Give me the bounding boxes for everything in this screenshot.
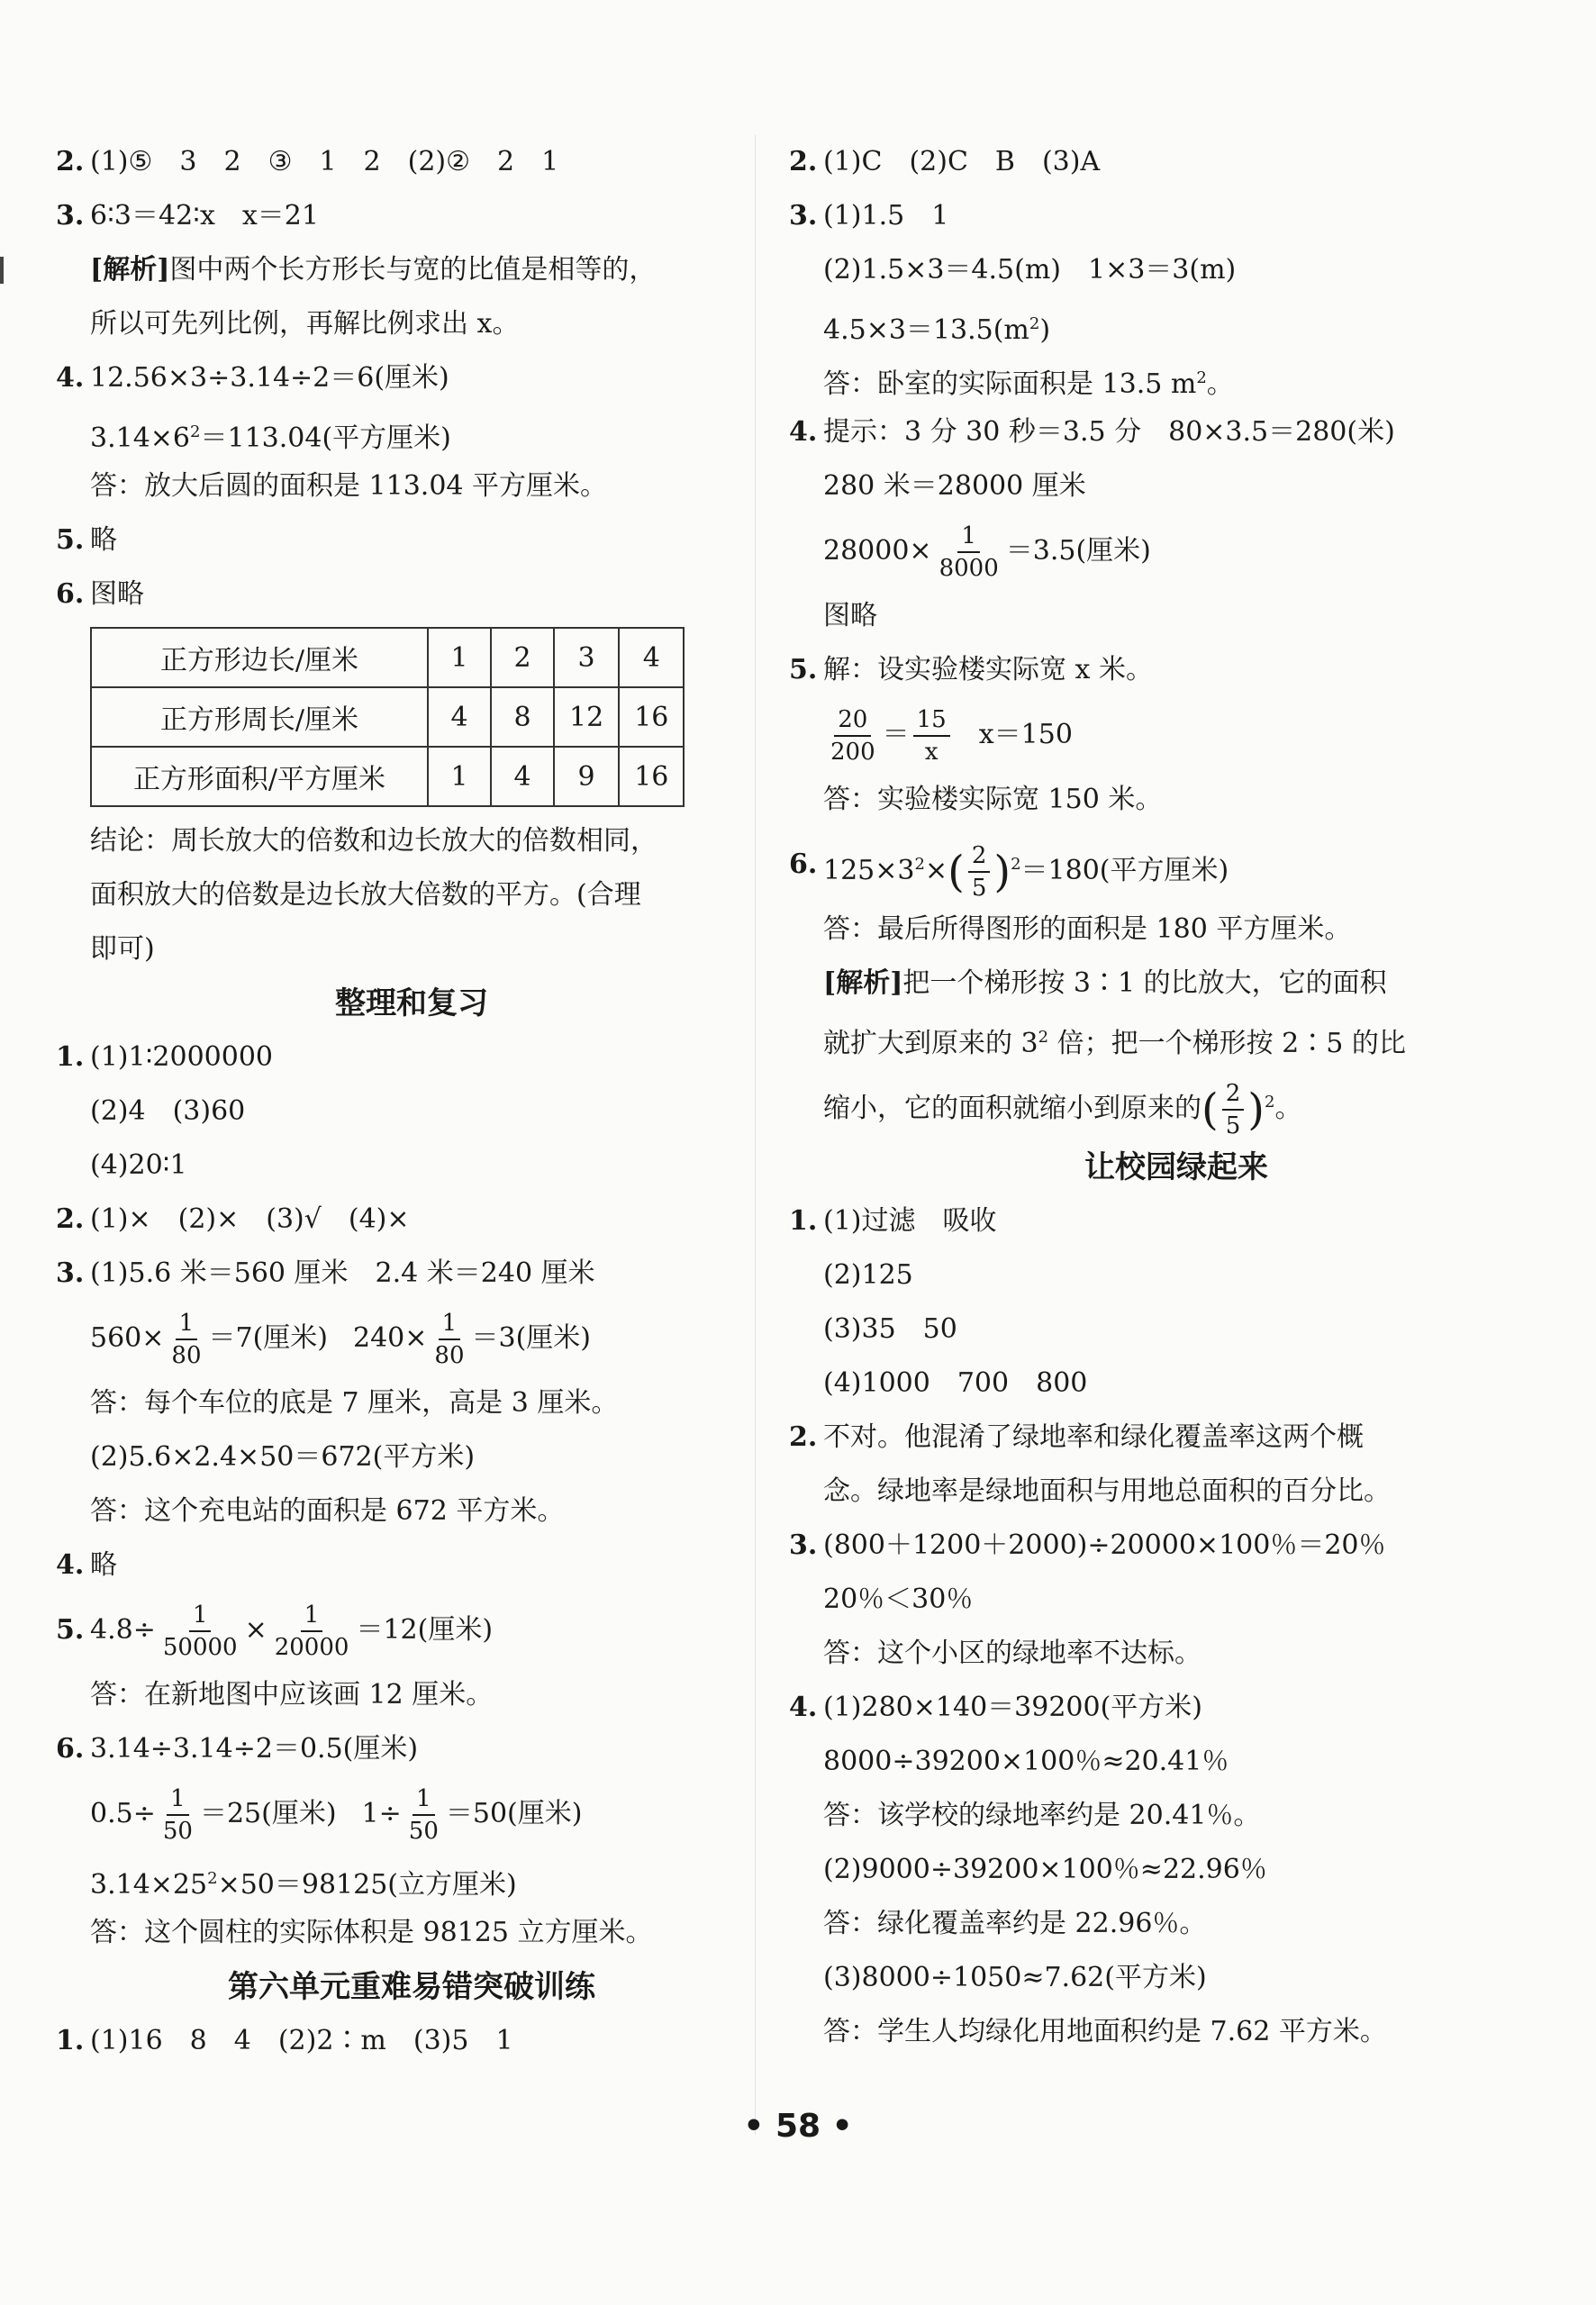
green-3: 3. (800＋1200＋2000)÷20000×100％＝20％ [789, 1529, 1386, 1561]
section-title-green-campus: 让校园绿起来 [1084, 1149, 1268, 1185]
conclusion: 结论：周长放大的倍数和边长放大的倍数相同， [90, 825, 657, 857]
proportion-line: $\frac{20}{200}$ ＝ $\frac{15}{x}$ x＝150 [789, 697, 1564, 773]
answer-5: 5. 解：设实验楼实际宽 x 米。 [789, 654, 1153, 685]
margin-mark [0, 257, 4, 284]
fraction: $\frac{1}{20000}$ [274, 1602, 349, 1661]
fraction: $\frac{1}{50}$ [162, 1785, 193, 1845]
answer-4: 4. 提示：3 分 30 秒＝3.5 分 80×3.5＝280(米) [789, 416, 1395, 448]
answer-3: 3. 6∶3＝42∶x x＝21 [56, 200, 319, 231]
table-row: 正方形周长/厘米 4 8 12 16 [91, 687, 684, 747]
review-6: 6. 3.14÷3.14÷2＝0.5(厘米) [56, 1733, 419, 1765]
left-column: 2. (1)⑤ 3 2 ③ 1 2 (2)② 2 1 3. 6∶3＝42∶x x＝21 [解析]图中两个长方形长与宽的比值是相等的， 所以可先列比例，再解比例求出 x。 4. 12.56×3÷3.14÷2＝6(厘米) $3.14\times 6^2=113.04$(平方厘米) 答：放大后圆的面积是 113.04 平方厘米。 5. 略 6. 图略 正方形边长/厘米 1 2 3 4 正方形周长/厘米 4 8 12 16 正方形面积/平方厘米 1 4 9 16 结论：周长放大的倍数和边长放大的倍数相同， 面积放大的倍数是边长放大倍数的平方。(合理 即可) 整理和复习 1. (1)1∶2000000 (2)4 (3)60 (4)20∶1 2. (1)× (2)× (3)√ (4)× 3. (1)5.6 米＝560 厘米 2.4 米＝240 厘米 560× $\frac{1}{80}$ ＝7(厘米) 240× $\frac{1}{80}$ ＝3(厘米) 答：每个车位的底是 7 厘米，高是 3 厘米。 (2)5.6×2.4×50＝672(平方米) 答：这个充电站的面积是 672 平方米。 4. 略 5. 4.8÷ $\frac{1}{50000}$ × $\frac{1}{20000}$ ＝12(厘米) 答：在新地图中应该画 12 厘米。 6. 3.14÷3.14÷2＝0.5(厘米) 0.5÷ $\frac{1}{50}$ ＝25(厘米) 1÷ $\frac{1}{50}$ ＝50(厘米) $3.14\times 25^2\times 50=98125$(立方厘米) 答：这个圆柱的实际体积是 98125 立方厘米。 第六单元重难易错突破训练 1. (1)16 8 4 (2)2∶m (3)5 1 [56, 135, 767, 2068]
answer-6: 6. $125\times 3^2\times$( $\frac{2}{5}$ )$^2$＝180(平方厘米) [789, 842, 1229, 902]
fraction: $\frac{1}{50}$ [408, 1785, 439, 1845]
green-2: 2. 不对。他混淆了绿地率和绿化覆盖率这两个概 [789, 1421, 1364, 1453]
green-4: 4. (1)280×140＝39200(平方米) [789, 1692, 1202, 1723]
section-title-review: 整理和复习 [335, 985, 488, 1021]
answer-6: 6. 图略 [56, 578, 144, 610]
analysis-note: [解析]图中两个长方形长与宽的比值是相等的， [90, 254, 657, 286]
fraction: $\frac{2}{5}$ [968, 840, 991, 903]
section-title-unit6: 第六单元重难易错突破训练 [228, 1969, 595, 2005]
review-4: 4. 略 [56, 1549, 117, 1581]
fraction: $\frac{20}{200}$ [830, 706, 875, 766]
answer-3: 3. (1)1.5 1 [789, 200, 949, 231]
answer-2: 2. (1)⑤ 3 2 ③ 1 2 (2)② 2 1 [56, 146, 559, 177]
answer-2: 2. (1)C (2)C B (3)A [789, 146, 1101, 177]
fraction: $\frac{1}{50000}$ [162, 1602, 238, 1661]
fraction-line: 0.5÷ $\frac{1}{50}$ ＝25(厘米) 1÷ $\frac{1}{50}$ ＝50(厘米) [90, 1785, 583, 1845]
fraction: $\frac{1}{8000}$ [939, 522, 999, 582]
answer-4: 4. 12.56×3÷3.14÷2＝6(厘米) [56, 362, 449, 394]
table-row: 正方形边长/厘米 1 2 3 4 [91, 628, 684, 687]
review-5: 5. 4.8÷ $\frac{1}{50000}$ × $\frac{1}{20000}$ ＝12(厘米) [56, 1602, 494, 1661]
fraction: $\frac{2}{5}$ [1222, 1078, 1245, 1141]
fraction: $\frac{15}{x}$ [913, 704, 950, 767]
unit6-answer-1: 1. (1)16 8 4 (2)2∶m (3)5 1 [56, 2025, 513, 2056]
square-table [90, 627, 685, 807]
analysis-note: [解析]把一个梯形按 3∶1 的比放大，它的面积 [823, 967, 1387, 999]
review-1: 1. (1)1∶2000000 [56, 1041, 273, 1073]
fraction: $\frac{1}{80}$ [171, 1310, 202, 1369]
fraction: $\frac{1}{80}$ [434, 1310, 465, 1369]
green-1: 1. (1)过滤 吸收 [789, 1205, 997, 1237]
answer-5: 5. 略 [56, 524, 117, 556]
right-column: 2. (1)C (2)C B (3)A 3. (1)1.5 1 (2)1.5×3＝4.5(m) 1×3＝3(m) $4.5\times 3=13.5(m^2)$ 答：卧室的实际面积是 13.5 $m^2$。 4. 提示：3 分 30 秒＝3.5 分 80×3.5＝280(米) 280 米＝28000 厘米 28000× $\frac{1}{8000}$ ＝3.5(厘米) 图略 5. 解：设实验楼实际宽 x 米。 $\frac{20}{200}$ ＝ $\frac{15}{x}$ x＝150 答：实验楼实际宽 150 米。 6. $125\times 3^2\times$( $\frac{2}{5}$ )$^2$＝180(平方厘米) 答：最后所得图形的面积是 180 平方厘米。 [解析]把一个梯形按 3∶1 的比放大，它的面积 就扩大到原来的 $3^2$ 倍；把一个梯形按 2∶5 的比 缩小，它的面积就缩小到原来的( $\frac{2}{5}$ )$^2$。 让校园绿起来 1. (1)过滤 吸收 (2)125 (3)35 50 (4)1000 700 800 2. 不对。他混淆了绿地率和绿化覆盖率这两个概 念。绿地率是绿地面积与用地总面积的百分比。 3. (800＋1200＋2000)÷20000×100％＝20％ 20％＜30％ 答：这个小区的绿地率不达标。 4. (1)280×140＝39200(平方米) 8000÷39200×100％≈20.41％ 答：该学校的绿地率约是 20.41％。 (2)9000÷39200×100％≈22.96％ 答：绿化覆盖率约是 22.96％。 (3)8000÷1050≈7.62(平方米) 答：学生人均绿化用地面积约是 7.62 平方米。 [789, 135, 1564, 2059]
page-number: • 58 • [743, 2108, 853, 2145]
fraction-line: 28000× $\frac{1}{8000}$ ＝3.5(厘米) [823, 522, 1151, 582]
review-2: 2. (1)× (2)× (3)√ (4)× [56, 1203, 410, 1235]
review-3: 3. (1)5.6 米＝560 厘米 2.4 米＝240 厘米 [56, 1257, 595, 1289]
table-row: 正方形面积/平方厘米 1 4 9 16 [91, 747, 684, 806]
fraction-line: 560× $\frac{1}{80}$ ＝7(厘米) 240× $\frac{1}{80}$ ＝3(厘米) [90, 1310, 591, 1369]
